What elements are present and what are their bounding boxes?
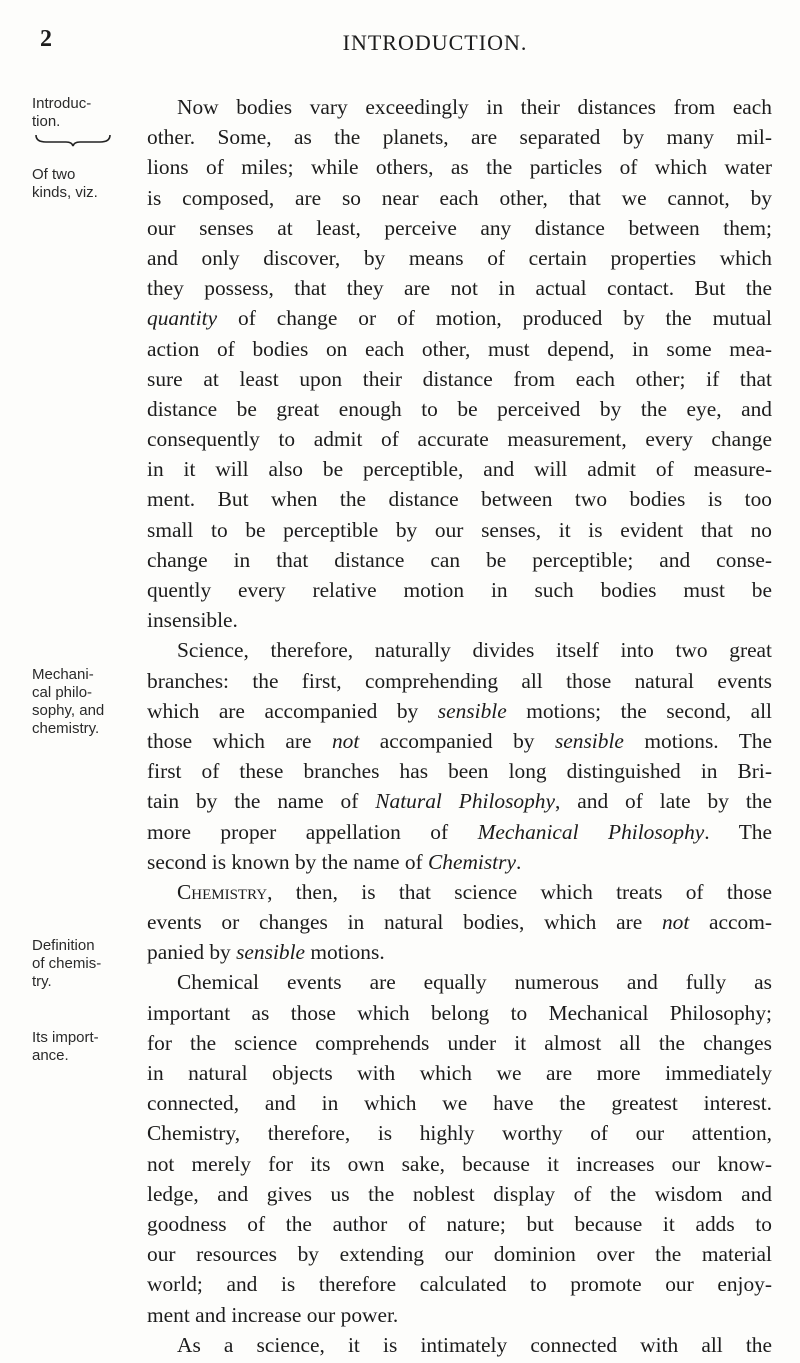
brace-icon [34, 133, 112, 147]
small-caps-term: Chemistry [177, 879, 268, 904]
text-line: in it will also be perceptible, and will admit of measure- [147, 457, 772, 482]
text-line: more proper appellation of Mechanical Philosophy. The [147, 819, 772, 844]
text-line: insensible. [147, 608, 238, 633]
text-line: first of these branches has been long distinguished in Bri- [147, 759, 772, 784]
text-line: ment. But when the distance between two bodies is too [147, 487, 772, 512]
text-line: is composed, are so near each other, that we cannot, by [147, 185, 772, 210]
text-line: other. Some, as the planets, are separated by many mil- [147, 125, 772, 150]
text-line: Chemistry, therefore, is highly worthy of our attention, [147, 1121, 772, 1146]
text-line: important as those which belong to Mechanical Philosophy; [147, 1000, 772, 1025]
body-text [147, 92, 772, 1360]
text-line: distance be great enough to be perceived by the eye, and [147, 396, 772, 421]
text-line: world; and is therefore calculated to promote our enjoy- [147, 1272, 772, 1297]
text-line: our senses at least, perceive any distance between them; [147, 215, 772, 240]
text-line: Science, therefore, naturally divides itself into two great [177, 638, 772, 663]
text-line: panied by sensible motions. [147, 940, 385, 965]
page-number: 2 [40, 26, 52, 52]
text-line: action of bodies on each other, must depend, in some mea- [147, 336, 772, 361]
text-line: ment and increase our power. [147, 1302, 399, 1327]
text-line: in natural objects with which we are more immediately [147, 1061, 772, 1085]
text-line: consequently to admit of accurate measurement, every change [147, 427, 772, 452]
margin-note-line: kinds, viz. [32, 184, 98, 201]
text-line: which are accompanied by sensible motions; the second, all [147, 698, 772, 723]
text-line: lions of miles; while others, as the particles of which water [147, 155, 772, 180]
text-line: events or changes in natural bodies, which are not accom- [147, 910, 773, 935]
text-line: ledge, and gives us the noblest display of the wisdom and [147, 1181, 772, 1206]
text-line: not merely for its own sake, because it increases our know- [147, 1151, 772, 1176]
margin-note-line: Its import- [32, 1029, 99, 1046]
text-line: quantity of change or of motion, produced by the mutual [147, 306, 772, 331]
text-line: Chemical events are equally numerous and fully as [177, 970, 772, 995]
text-line: As a science, it is intimately connected with all the [177, 1332, 772, 1357]
text-line: for the science comprehends under it almost all the changes [147, 1030, 772, 1055]
italic-term: quantity [147, 306, 218, 331]
text-line: branches: the first, comprehending all those natural events [147, 668, 772, 693]
text-line: small to be perceptible by our senses, it is evident that no [147, 517, 772, 542]
text-line: connected, and in which we have the greatest interest. [147, 1091, 772, 1116]
margin-note-line: sophy, and [32, 702, 105, 719]
text-line: Chemistry, then, is that science which treats of those [177, 879, 772, 904]
margin-note-line: Mechani- [32, 666, 94, 683]
margin-note-line: chemistry. [32, 720, 100, 737]
text-line: and only discover, by means of certain properties which [147, 245, 772, 270]
text-line: sure at least upon their distance from each other; if that [147, 366, 772, 391]
text-line: change in that distance can be perceptible; and conse- [147, 547, 772, 572]
text-line: those which are not accompanied by sensible motions. The [147, 728, 772, 753]
margin-note-line: of chemis- [32, 955, 102, 972]
margin-note-importance [32, 1029, 142, 1065]
text-line: tain by the name of Natural Philosophy, and of late by the [147, 789, 772, 814]
margin-note-introduction [32, 95, 142, 149]
text-line: quently every relative motion in such bodies must be [147, 578, 772, 602]
margin-note-two-kinds [32, 166, 142, 202]
margin-note-line: cal philo- [32, 684, 93, 701]
margin-note-mechanical-philosophy [32, 666, 142, 738]
text-line: second is known by the name of Chemistry. [147, 849, 522, 874]
running-head: INTRODUCTION. [342, 30, 528, 55]
margin-note-line: try. [32, 973, 52, 990]
margin-note-line: Of two [32, 166, 76, 183]
margin-note-line: Introduc- [32, 95, 92, 112]
text-line: goodness of the author of nature; but because it adds to [147, 1211, 772, 1236]
margin-note-line: Definition [32, 937, 95, 954]
text-line: Now bodies vary exceedingly in their distances from each [177, 95, 772, 119]
text-line: they possess, that they are not in actual contact. But the [147, 276, 772, 301]
margin-note-line: ance. [32, 1047, 69, 1064]
text-line: our resources by extending our dominion over the material [147, 1242, 772, 1267]
margin-note-line: tion. [32, 113, 61, 130]
margin-note-definition [32, 937, 142, 991]
